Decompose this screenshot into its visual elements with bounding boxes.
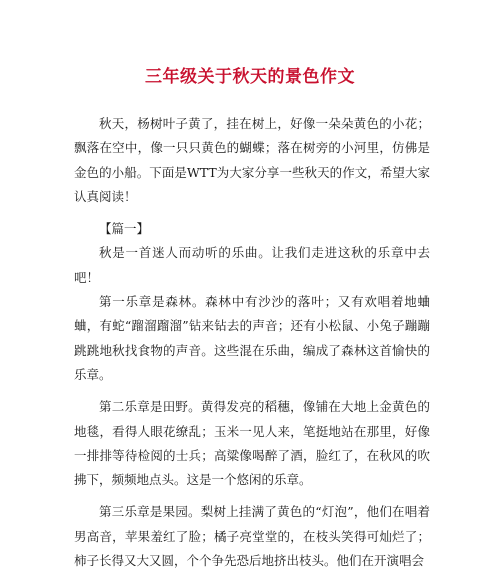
intro-paragraph: 秋天，杨树叶子黄了，挂在树上，好像一朵朵黄色的小花；飘落在空中，像一只只黄色的蝴蝶；落在树旁的小河里，仿佛是金色的小船。下面是WTT为大家分享一些秋天的作文，希望大家认真阅读！ xyxy=(74,116,430,204)
paragraph: 秋是一首迷人而动听的乐曲。让我们走进这秋的乐章中去吧！ xyxy=(74,245,430,285)
article-body xyxy=(74,112,430,581)
paragraph: 第一乐章是森林。森林中有沙沙的落叶；又有欢唱着地蛐蛐，有蛇“蹓溜蹓溜”钻来钻去的声音；还有小松鼠、小兔子蹦蹦跳跳地秋找食物的声音。这些混在乐曲，编成了森林这首愉快的乐章。 xyxy=(74,294,430,382)
article-title: 三年级关于秋天的景色作文 xyxy=(145,67,355,87)
section-label: 【篇一】 xyxy=(99,221,150,237)
paragraph: 第三乐章是果园。梨树上挂满了黄色的“灯泡”，他们在唱着男高音，苹果羞红了脸；橘子亮堂堂的，在枝头笑得可灿烂了；柿子长得又大又圆，个个争先恐后地挤出枝头。他们在开演唱会 xyxy=(74,504,430,569)
paragraph: 第二乐章是田野。黄得发亮的稻穗，像铺在大地上金黄色的地毯，看得人眼花缭乱；玉米一见人来，笔挺地站在那里，好像一排排等待检阅的士兵；高粱像喝醉了酒，脸红了，在秋风的吹拂下，频频地点头。这是一个悠闲的乐章。 xyxy=(74,399,430,488)
